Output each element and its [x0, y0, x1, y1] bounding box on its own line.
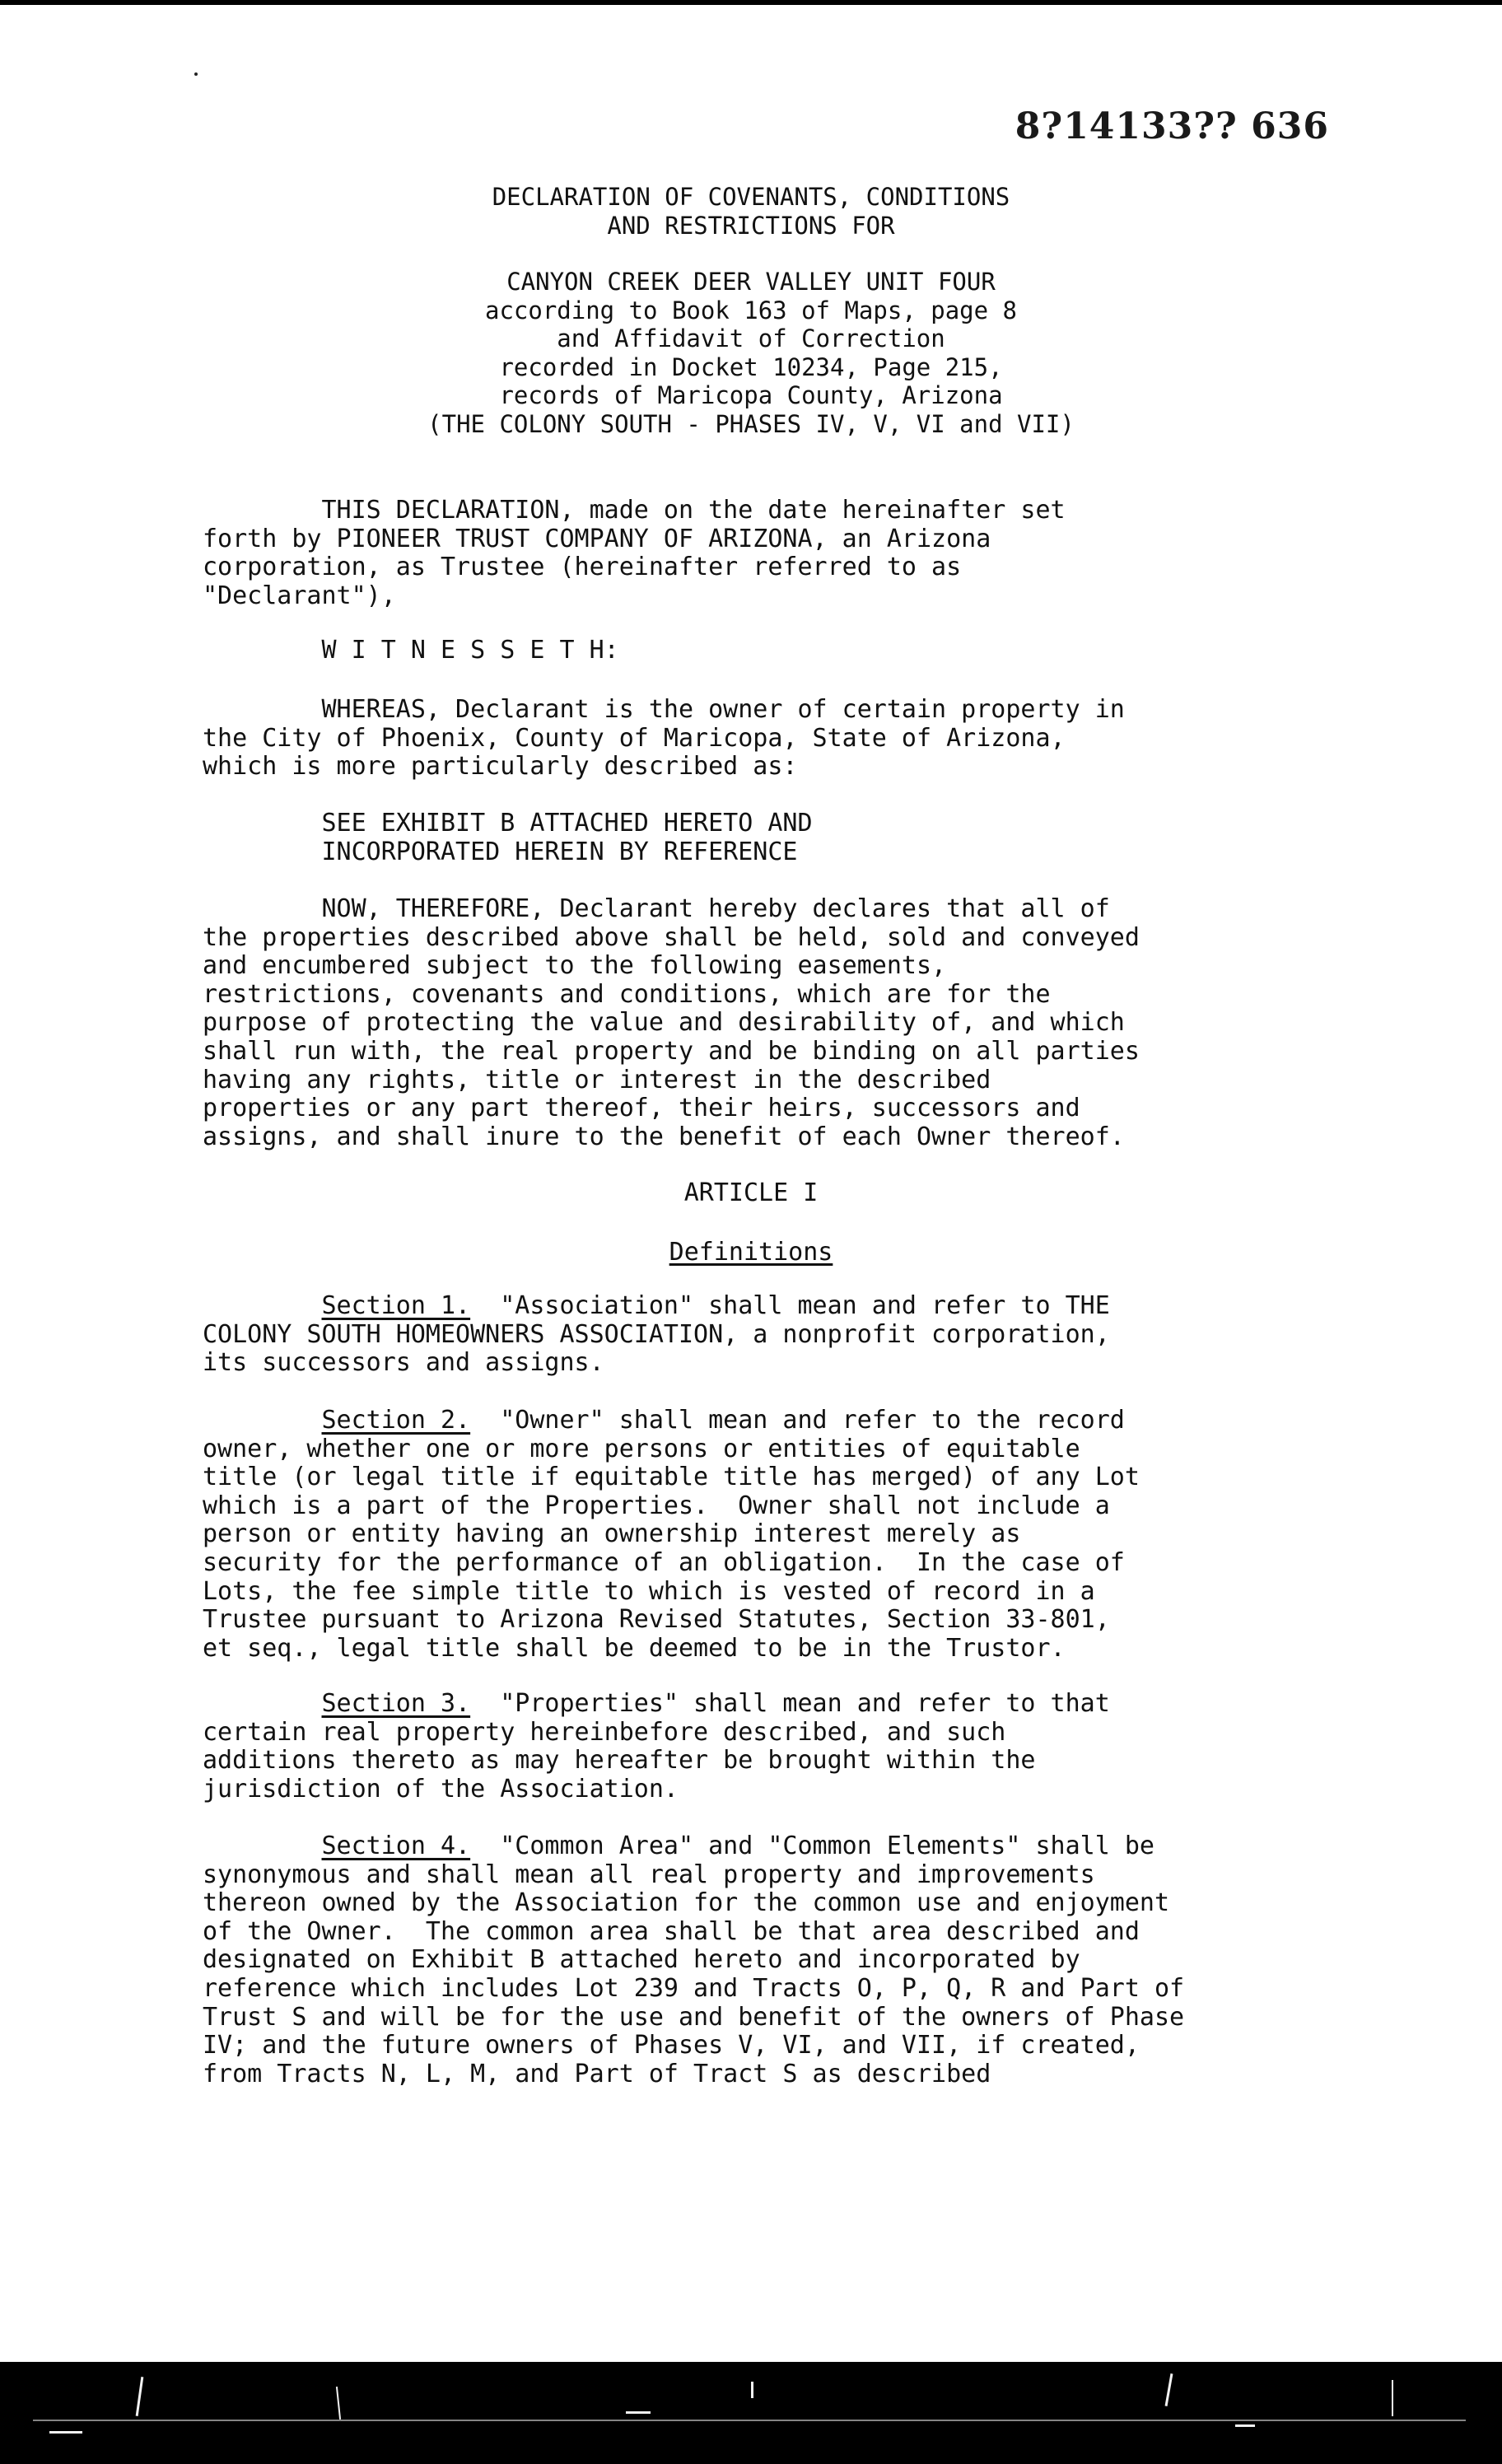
paragraph-line: "Properties" shall mean and refer to that: [470, 1689, 1110, 1718]
scan-bottom-border: [0, 2362, 1502, 2464]
paragraph-line: and encumbered subject to the following easements,: [203, 951, 947, 981]
section-1: [203, 1292, 1388, 1378]
paragraph-line: security for the performance of an obligation. In the case of: [203, 1547, 1125, 1577]
paragraph-line: designated on Exhibit B attached hereto and incorporated by: [203, 1945, 1080, 1975]
title-line: AND RESTRICTIONS FOR: [607, 211, 895, 240]
paragraph-line: "Owner" shall mean and refer to the record: [470, 1406, 1125, 1435]
scan-speck: [194, 72, 198, 76]
paragraph-line: corporation, as Trustee (hereinafter referred to as: [203, 553, 962, 582]
whereas-paragraph: [203, 696, 1388, 782]
scan-artifact: [336, 2387, 341, 2420]
paragraph-line: restrictions, covenants and conditions, which are for the: [203, 979, 1051, 1009]
paragraph-line: purpose of protecting the value and desirability of, and which: [203, 1008, 1125, 1038]
exhibit-reference: [203, 810, 1388, 866]
paragraph-line: Trust S and will be for the use and benefit of the owners of Phase: [203, 2002, 1185, 2032]
document-subtitle: [0, 268, 1502, 438]
paragraph-line: forth by PIONEER TRUST COMPANY OF ARIZONA, an Arizona: [203, 524, 991, 553]
paragraph-line: reference which includes Lot 239 and Tracts O, P, Q, R and Part of: [203, 1973, 1185, 2003]
paragraph-line: NOW, THEREFORE, Declarant hereby declares that all of: [203, 894, 1110, 923]
scan-top-border: [0, 0, 1502, 5]
paragraph-line: which is a part of the Properties. Owner shall not include a: [203, 1491, 1110, 1520]
paragraph-line: from Tracts N, L, M, and Part of Tract S as described: [203, 2059, 991, 2088]
scan-artifact: [1235, 2424, 1255, 2427]
recording-number: 8?14133?? 636: [1015, 105, 1329, 147]
indent: [203, 1291, 322, 1320]
paragraph-line: title (or legal title if equitable title has merged) of any Lot: [203, 1463, 1140, 1492]
paragraph-line: INCORPORATED HEREIN BY REFERENCE: [203, 837, 798, 866]
scan-artifact: [1165, 2373, 1173, 2406]
paragraph-line: SEE EXHIBIT B ATTACHED HERETO AND: [203, 809, 813, 838]
paragraph-line: synonymous and shall mean all real property and improvements: [203, 1860, 1095, 1889]
subtitle-line: according to Book 163 of Maps, page 8: [484, 296, 1017, 324]
intro-paragraph: [203, 497, 1388, 610]
scan-artifact: [49, 2431, 82, 2434]
paragraph-line: the properties described above shall be held, sold and conveyed: [203, 922, 1140, 952]
article-title-text: Definitions: [669, 1238, 833, 1267]
paragraph-line: Lots, the fee simple title to which is vested of record in a: [203, 1576, 1095, 1606]
paragraph-line: et seq., legal title shall be deemed to be in the Trustor.: [203, 1633, 1066, 1663]
subtitle-line: (THE COLONY SOUTH - PHASES IV, V, VI and VII): [427, 409, 1075, 438]
scan-artifact: [626, 2411, 651, 2414]
paragraph-line: person or entity having an ownership interest merely as: [203, 1519, 1021, 1549]
section-label: Section 2.: [321, 1406, 471, 1435]
paragraph-line: Trustee pursuant to Arizona Revised Statutes, Section 33-801,: [203, 1605, 1110, 1635]
section-label: Section 1.: [321, 1291, 471, 1320]
paragraph-line: the City of Phoenix, County of Maricopa, State of Arizona,: [203, 723, 1066, 753]
paragraph-line: thereon owned by the Association for the common use and enjoyment: [203, 1888, 1169, 1918]
paragraph-line: WHEREAS, Declarant is the owner of certain property in: [203, 695, 1125, 724]
now-therefore-paragraph: [203, 895, 1388, 1151]
paragraph-line: additions thereto as may hereafter be brought within the: [203, 1746, 1036, 1776]
title-line: DECLARATION OF COVENANTS, CONDITIONS: [492, 183, 1010, 211]
paragraph-line: certain real property hereinbefore described, and such: [203, 1717, 1006, 1747]
paragraph-line: shall run with, the real property and be binding on all parties: [203, 1036, 1140, 1066]
subtitle-line: records of Maricopa County, Arizona: [499, 381, 1003, 409]
paragraph-line: assigns, and shall inure to the benefit of each Owner thereof.: [203, 1122, 1125, 1151]
indent: [203, 1689, 322, 1718]
paragraph-line: "Association" shall mean and refer to THE: [470, 1291, 1110, 1320]
scan-artifact: [136, 2377, 144, 2416]
document-title: [0, 183, 1502, 240]
paragraph-line: of the Owner. The common area shall be that area described and: [203, 1916, 1140, 1946]
section-label: Section 3.: [321, 1689, 471, 1718]
section-4: [203, 1832, 1388, 2088]
scan-artifact: [1392, 2380, 1393, 2416]
paragraph-line: properties or any part thereof, their heirs, successors and: [203, 1094, 1080, 1123]
section-label: Section 4.: [321, 1832, 471, 1860]
subtitle-line: and Affidavit of Correction: [557, 324, 945, 352]
paragraph-line: jurisdiction of the Association.: [203, 1774, 679, 1804]
article-title: [0, 1238, 1502, 1267]
article-heading: ARTICLE I: [683, 1178, 819, 1207]
paragraph-line: "Declarant"),: [203, 581, 396, 610]
section-2: [203, 1407, 1388, 1663]
paragraph-line: THIS DECLARATION, made on the date hereinafter set: [203, 496, 1066, 525]
section-3: [203, 1690, 1388, 1804]
witnesseth-heading: W I T N E S S E T H:: [203, 636, 619, 665]
paragraph-line: owner, whether one or more persons or entities of equitable: [203, 1434, 1080, 1463]
indent: [203, 1832, 322, 1860]
indent: [203, 1406, 322, 1435]
paragraph-line: which is more particularly described as:: [203, 752, 798, 782]
scan-artifact: [751, 2382, 753, 2398]
paragraph-line: having any rights, title or interest in the described: [203, 1065, 991, 1094]
paragraph-line: COLONY SOUTH HOMEOWNERS ASSOCIATION, a nonprofit corporation,: [203, 1319, 1110, 1349]
subtitle-line: recorded in Docket 10234, Page 215,: [499, 352, 1003, 381]
paragraph-line: IV; and the future owners of Phases V, VI, and VII, if created,: [203, 2031, 1140, 2060]
scan-artifact: [33, 2420, 1466, 2421]
paragraph-line: "Common Area" and "Common Elements" shall be: [470, 1832, 1154, 1860]
subtitle-line: CANYON CREEK DEER VALLEY UNIT FOUR: [506, 268, 996, 296]
paragraph-line: its successors and assigns.: [203, 1348, 604, 1378]
